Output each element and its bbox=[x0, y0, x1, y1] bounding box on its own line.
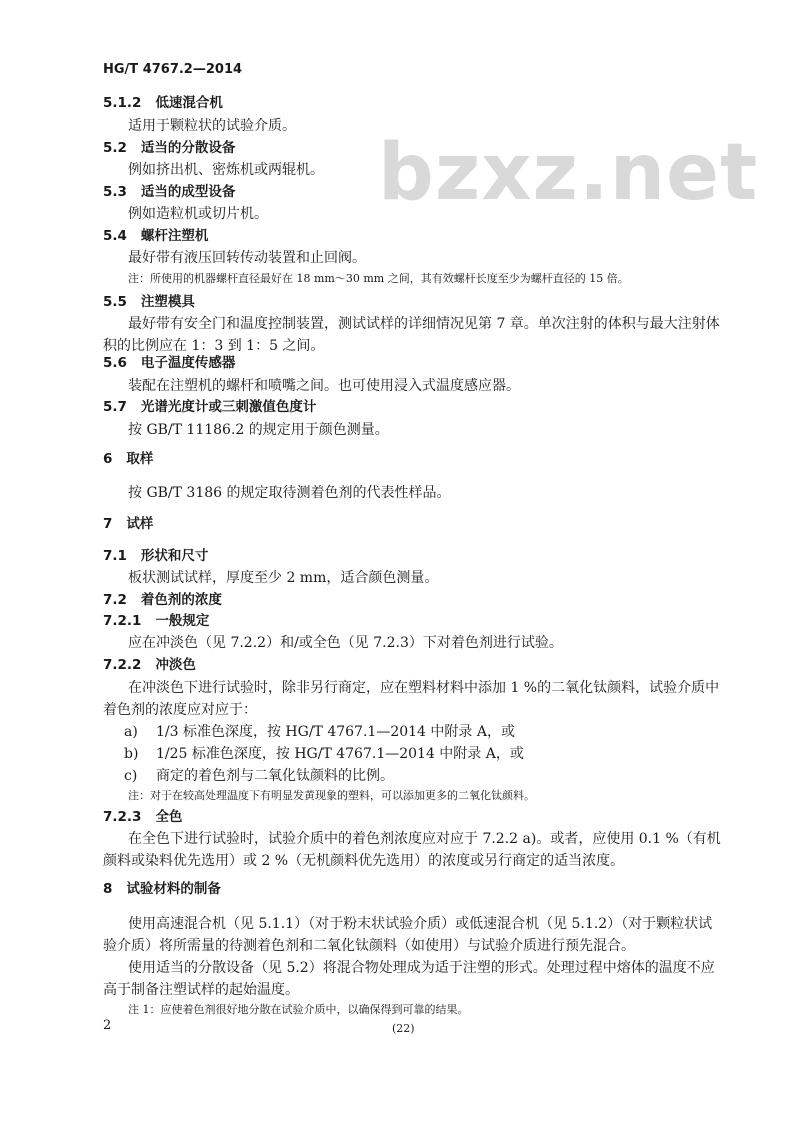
section-title: 适当的分散设备 bbox=[140, 140, 236, 156]
section-5-3-body: 例如造粒机或切片机。 bbox=[128, 206, 268, 222]
list-marker: c) bbox=[124, 768, 138, 784]
page-number: 2 bbox=[103, 1018, 112, 1033]
section-title: 冲淡色 bbox=[155, 657, 196, 673]
section-8-para-1-line-2: 验介质）将所需量的待测着色剂和二氧化钛颜料（如使用）与试验介质进行预先混合。 bbox=[103, 938, 635, 954]
section-8-para-2-line-1: 使用适当的分散设备（见 5.2）将混合物处理成为适于注塑的形式。处理过程中熔体的温度不应 bbox=[128, 960, 715, 976]
section-7-2-2-body-line-2: 着色剂的浓度应对应于： bbox=[103, 702, 257, 718]
section-8-para-2-line-2: 高于制备注塑试样的起始温度。 bbox=[103, 982, 299, 998]
section-title: 低速混合机 bbox=[155, 95, 223, 111]
section-7-2-1-body: 应在冲淡色（见 7.2.2）和/或全色（见 7.2.3）下对着色剂进行试验。 bbox=[128, 635, 563, 651]
section-title: 形状和尺寸 bbox=[140, 548, 209, 564]
section-number: 5.7 bbox=[103, 399, 127, 415]
section-5-1-2-heading bbox=[103, 94, 223, 112]
section-5-4-body: 最好带有液压回转传动装置和止回阀。 bbox=[128, 250, 366, 266]
section-number: 7.1 bbox=[103, 548, 127, 564]
section-5-3-heading bbox=[103, 183, 235, 201]
section-7-2-3-heading bbox=[103, 808, 182, 826]
section-7-heading bbox=[103, 515, 153, 533]
section-6-heading bbox=[103, 450, 153, 468]
section-title: 一般规定 bbox=[155, 613, 210, 629]
section-title: 全色 bbox=[155, 809, 183, 825]
section-5-6-heading bbox=[103, 354, 235, 372]
list-text: 1/3 标准色深度，按 HG/T 4767.1—2014 中附录 A，或 bbox=[156, 724, 515, 740]
section-number: 7.2.1 bbox=[103, 613, 142, 629]
section-5-5-heading bbox=[103, 293, 195, 311]
standard-number: HG/T 4767.2—2014 bbox=[103, 62, 243, 77]
list-item-b bbox=[124, 745, 524, 763]
section-title: 注塑模具 bbox=[140, 294, 195, 310]
list-marker: a) bbox=[124, 724, 138, 740]
section-5-4-heading bbox=[103, 227, 208, 245]
section-7-2-2-note: 注：对于在较高处理温度下有明显发黄现象的塑料，可以添加更多的二氧化钛颜料。 bbox=[128, 789, 535, 802]
section-5-5-body-line-1: 最好带有安全门和温度控制装置，测试试样的详细情况见第 7 章。单次注射的体积与最大注射体 bbox=[128, 316, 720, 332]
section-8-para-1-line-1: 使用高速混合机（见 5.1.1）（对于粉末状试验介质）或低速混合机（见 5.1.2）（对于颗粒状试 bbox=[128, 916, 713, 932]
section-7-2-3-body-line-2: 颜料或染料优先选用）或 2 %（无机颜料优先选用）的浓度或另行商定的适当浓度。 bbox=[103, 853, 625, 869]
section-title: 试验材料的制备 bbox=[126, 881, 221, 897]
section-number: 5.5 bbox=[103, 294, 127, 310]
list-text: 1/25 标准色深度，按 HG/T 4767.1—2014 中附录 A，或 bbox=[156, 746, 524, 762]
section-5-2-heading bbox=[103, 139, 235, 157]
list-marker: b) bbox=[124, 746, 139, 762]
section-number: 5.1.2 bbox=[103, 95, 142, 111]
section-title: 适当的成型设备 bbox=[140, 184, 236, 200]
section-5-6-body: 装配在注塑机的螺杆和喷嘴之间。也可使用浸入式温度感应器。 bbox=[128, 378, 520, 394]
section-7-2-3-body-line-1: 在全色下进行试验时，试验介质中的着色剂浓度应对应于 7.2.2 a)。或者，应使用 0.1 %（有机 bbox=[128, 831, 721, 847]
list-item-a bbox=[124, 723, 515, 741]
section-number: 7 bbox=[103, 516, 113, 532]
section-8-note-1: 注 1：应使着色剂很好地分散在试验介质中，以确保得到可靠的结果。 bbox=[128, 1003, 469, 1016]
section-title: 电子温度传感器 bbox=[140, 355, 236, 371]
section-7-1-heading bbox=[103, 547, 208, 565]
section-5-4-note: 注：所使用的机器螺杆直径最好在 18 mm～30 mm 之间，其有效螺杆长度至少为螺杆直径的 15 倍。 bbox=[128, 272, 629, 285]
section-7-1-body: 板状测试试样，厚度至少 2 mm，适合颜色测量。 bbox=[128, 570, 439, 586]
section-7-2-heading bbox=[103, 591, 222, 609]
section-7-2-1-heading bbox=[103, 612, 209, 630]
section-7-2-2-body-line-1: 在冲淡色下进行试验时，除非另行商定，应在塑料材料中添加 1 %的二氧化钛颜料，试验介质中 bbox=[128, 680, 720, 696]
section-title: 着色剂的浓度 bbox=[140, 592, 222, 608]
list-text: 商定的着色剂与二氧化钛颜料的比例。 bbox=[156, 768, 394, 784]
section-5-7-heading bbox=[103, 398, 316, 416]
section-number: 5.6 bbox=[103, 355, 127, 371]
section-number: 5.2 bbox=[103, 140, 127, 156]
section-number: 8 bbox=[103, 881, 113, 897]
section-title: 取样 bbox=[126, 451, 154, 467]
watermark: bzxz.net bbox=[378, 128, 759, 218]
section-number: 7.2 bbox=[103, 592, 127, 608]
section-7-2-2-heading bbox=[103, 656, 196, 674]
section-number: 7.2.3 bbox=[103, 809, 142, 825]
section-6-body: 按 GB/T 3186 的规定取待测着色剂的代表性样品。 bbox=[128, 485, 451, 501]
section-5-5-body-line-2: 积的比例应在 1：3 到 1：5 之间。 bbox=[103, 338, 325, 354]
section-5-7-body: 按 GB/T 11186.2 的规定用于颜色测量。 bbox=[128, 422, 389, 438]
section-title: 光谱光度计或三刺激值色度计 bbox=[140, 399, 317, 415]
section-number: 5.4 bbox=[103, 228, 127, 244]
list-item-c bbox=[124, 767, 394, 785]
section-5-2-body: 例如挤出机、密炼机或两辊机。 bbox=[128, 162, 324, 178]
section-number: 6 bbox=[103, 451, 113, 467]
page-sequence: (22) bbox=[392, 1022, 415, 1035]
section-8-heading bbox=[103, 880, 221, 898]
section-number: 7.2.2 bbox=[103, 657, 142, 673]
section-title: 试样 bbox=[126, 516, 154, 532]
section-number: 5.3 bbox=[103, 184, 127, 200]
section-5-1-2-body: 适用于颗粒状的试验介质。 bbox=[128, 118, 296, 134]
section-title: 螺杆注塑机 bbox=[140, 228, 209, 244]
